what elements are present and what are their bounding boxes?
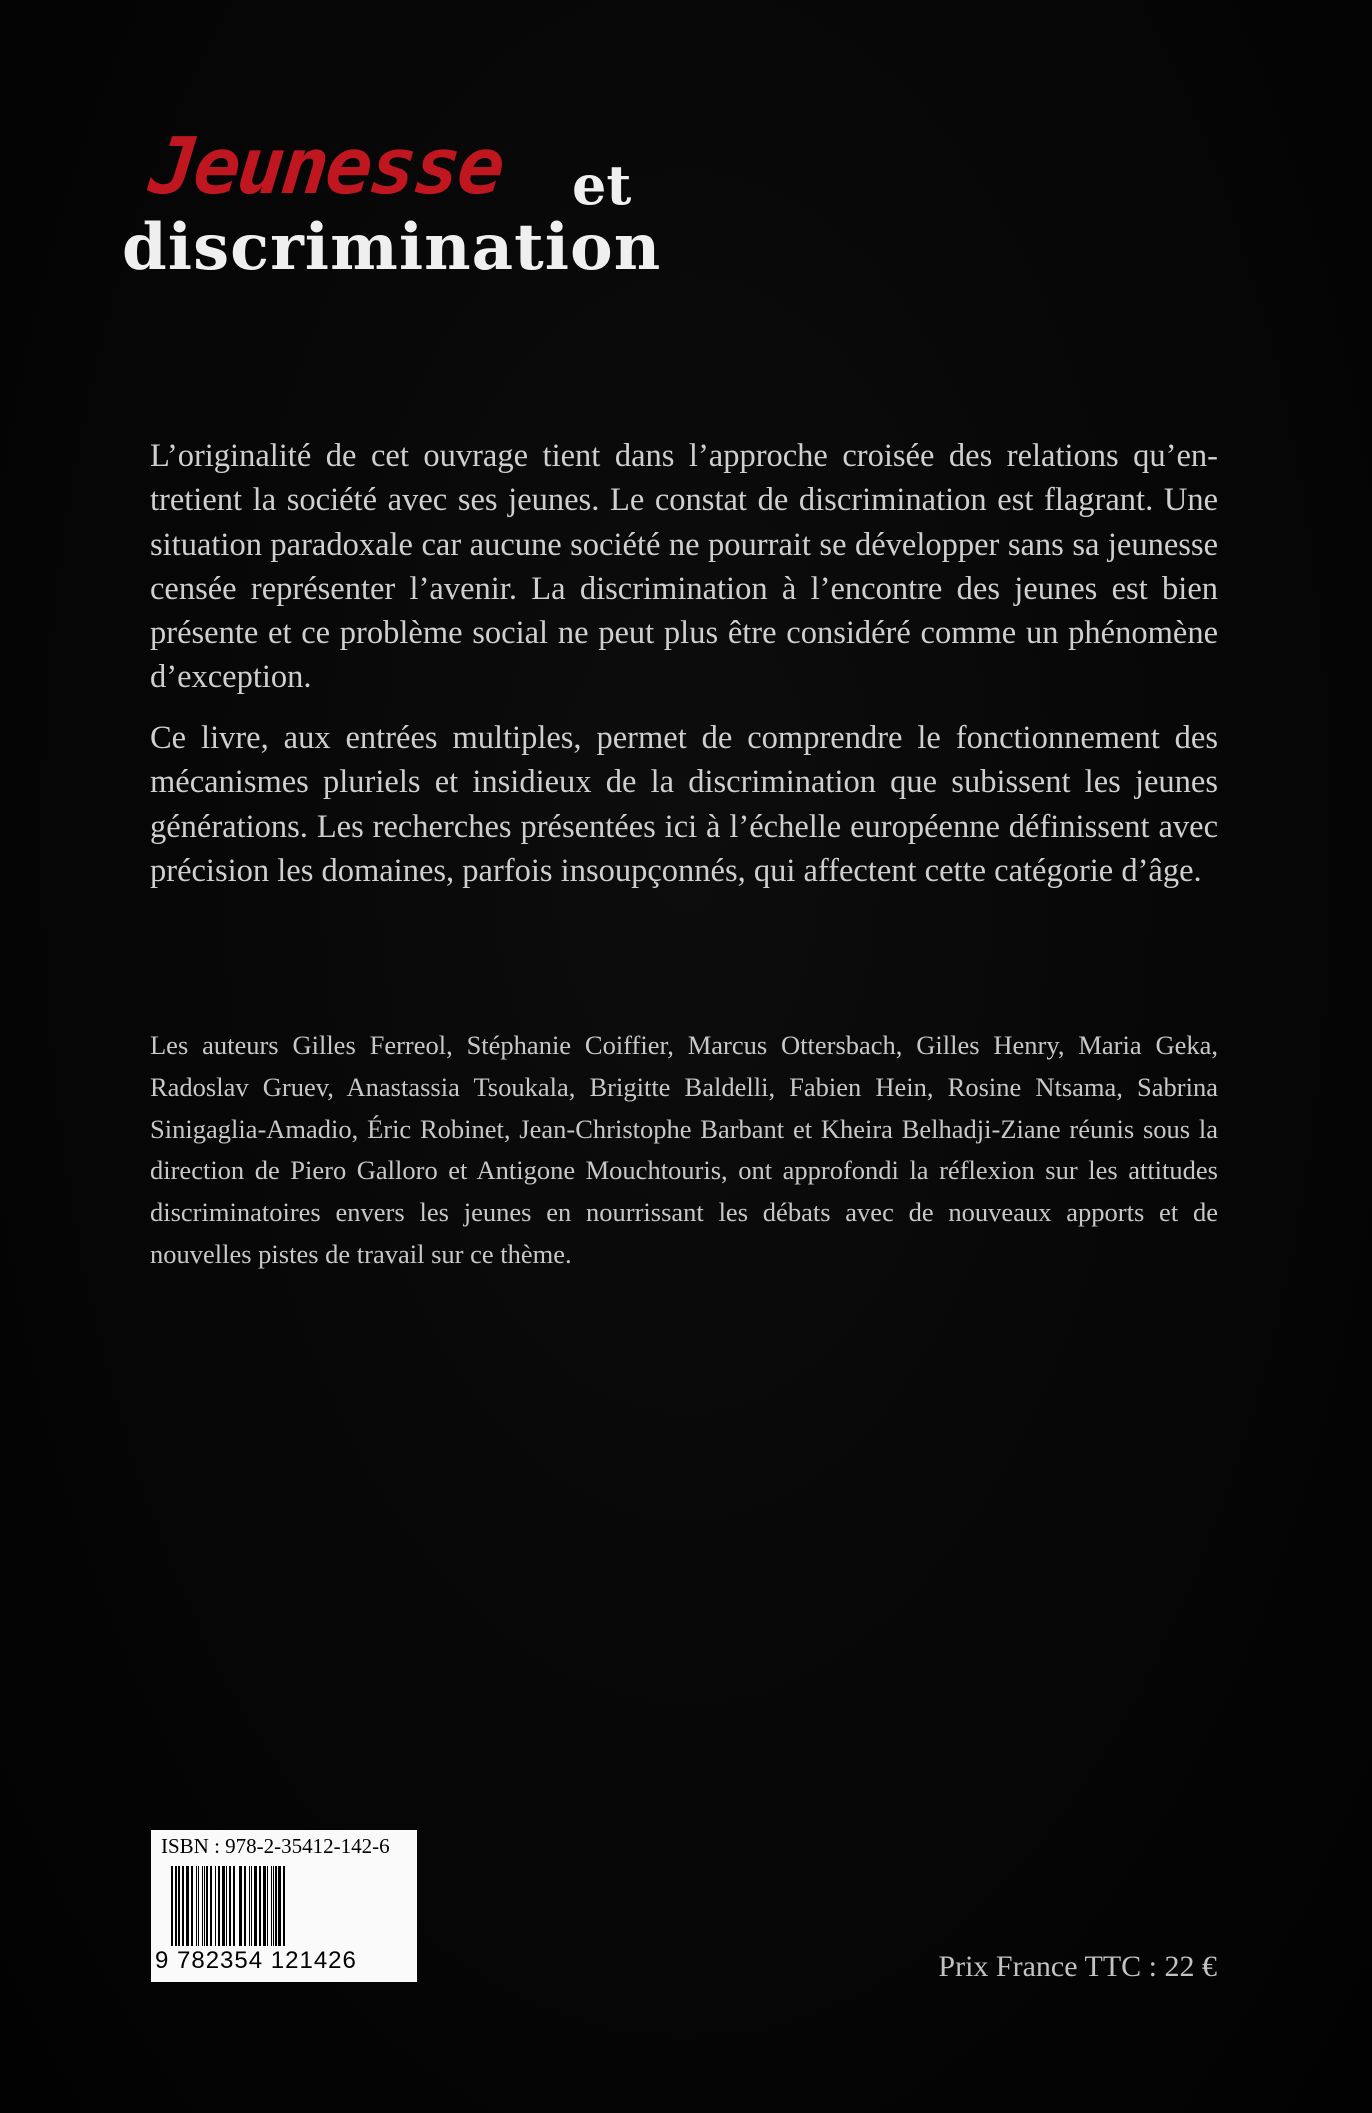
barcode-bar xyxy=(198,1866,199,1946)
barcode-bar xyxy=(171,1866,173,1946)
barcode-bar xyxy=(267,1866,268,1946)
barcode-bar xyxy=(218,1866,220,1946)
blurb-text: L’originalité de cet ouvrage tient dans l’approche croisée des relations qu’entretient la société avec ses jeunes. Le constat de discrimination est flagrant. Une situation paradoxale car aucune société ne pourrait se développer sans sa jeunesse censée représenter l’avenir. La discrimination à l’encontre des jeunes est bien présente et ce problème social ne peut plus être considéré comme un phénomène d’exception. xyxy=(150,438,1218,696)
book-title xyxy=(122,122,722,298)
barcode-bar xyxy=(278,1866,279,1946)
barcode-bar xyxy=(254,1866,257,1946)
barcode-bar xyxy=(244,1866,246,1946)
barcode-bar xyxy=(233,1866,235,1946)
title-jeunesse: Jeunesse xyxy=(145,122,507,212)
barcode-bar xyxy=(283,1866,285,1946)
barcode-bar xyxy=(259,1866,261,1946)
barcode-bar xyxy=(204,1866,205,1946)
authors-text: Les auteurs Gilles Ferreol, Stéphanie Coiffier, Marcus Ottersbach, Gilles Henry, Maria Geka, Radoslav Gruev, Anastassia Tsoukala, Brigitte Baldelli, Fabien Hein, Rosine Ntsama, Sabrina Sinigaglia-Amadio, Éric Robinet, Jean-Christophe Barbant et Kheira Belhadji-Ziane réunis sous la direction de Piero Galloro et Antigone Mouchtouris, ont approfondi la réflexion sur les attitudes discriminatoires envers les jeunes en nourrissant les débats avec de nouveaux apports et de nouvelles pistes de travail sur ce thème. xyxy=(150,1030,1218,1269)
title-et: et xyxy=(572,153,632,217)
authors-paragraph xyxy=(150,1025,1218,1276)
barcode-bar xyxy=(175,1866,177,1946)
barcode-bar xyxy=(210,1866,212,1946)
barcode-bar xyxy=(178,1866,180,1946)
isbn-barcode xyxy=(151,1830,417,1982)
barcode-bar xyxy=(279,1866,281,1946)
barcode-bar xyxy=(249,1866,250,1946)
blurb-text: Ce livre, aux entrées multiples, permet de comprendre le fonctionnement des mécanismes pluriels et insidieux de la discrimination que subissent les jeunes générations. Les recherches présentées ici à l’échelle européenne définissent avec précision les domaines, parfois insoupçonnés, qui affectent cette catégorie d’âge. xyxy=(150,720,1218,889)
barcode-bar xyxy=(182,1866,184,1946)
barcode-digits: 9 782354 121426 xyxy=(155,1947,357,1974)
barcode-bar xyxy=(271,1866,272,1946)
barcode-bar xyxy=(215,1866,216,1946)
barcode-bar xyxy=(273,1866,274,1946)
barcode-bar xyxy=(226,1866,227,1946)
barcode-bar xyxy=(275,1866,277,1946)
title-discrimination: discrimination xyxy=(122,210,662,285)
barcode-bar xyxy=(239,1866,242,1946)
barcode-bar xyxy=(196,1866,197,1946)
barcode-bar xyxy=(191,1866,193,1946)
barcode-bar xyxy=(229,1866,231,1946)
barcode-bar xyxy=(186,1866,189,1946)
isbn-label: ISBN : 978-2-35412-142-6 xyxy=(161,1834,390,1858)
blurb-paragraph-2 xyxy=(150,716,1218,893)
barcode-bar xyxy=(263,1866,266,1946)
barcode-bar xyxy=(222,1866,225,1946)
barcode-bar xyxy=(251,1866,252,1946)
price-label: Prix France TTC : 22 € xyxy=(938,1950,1217,1983)
barcode-bar xyxy=(206,1866,208,1946)
barcode-bar xyxy=(202,1866,203,1946)
barcode-bars xyxy=(157,1866,411,1948)
blurb-paragraph-1 xyxy=(150,434,1218,700)
